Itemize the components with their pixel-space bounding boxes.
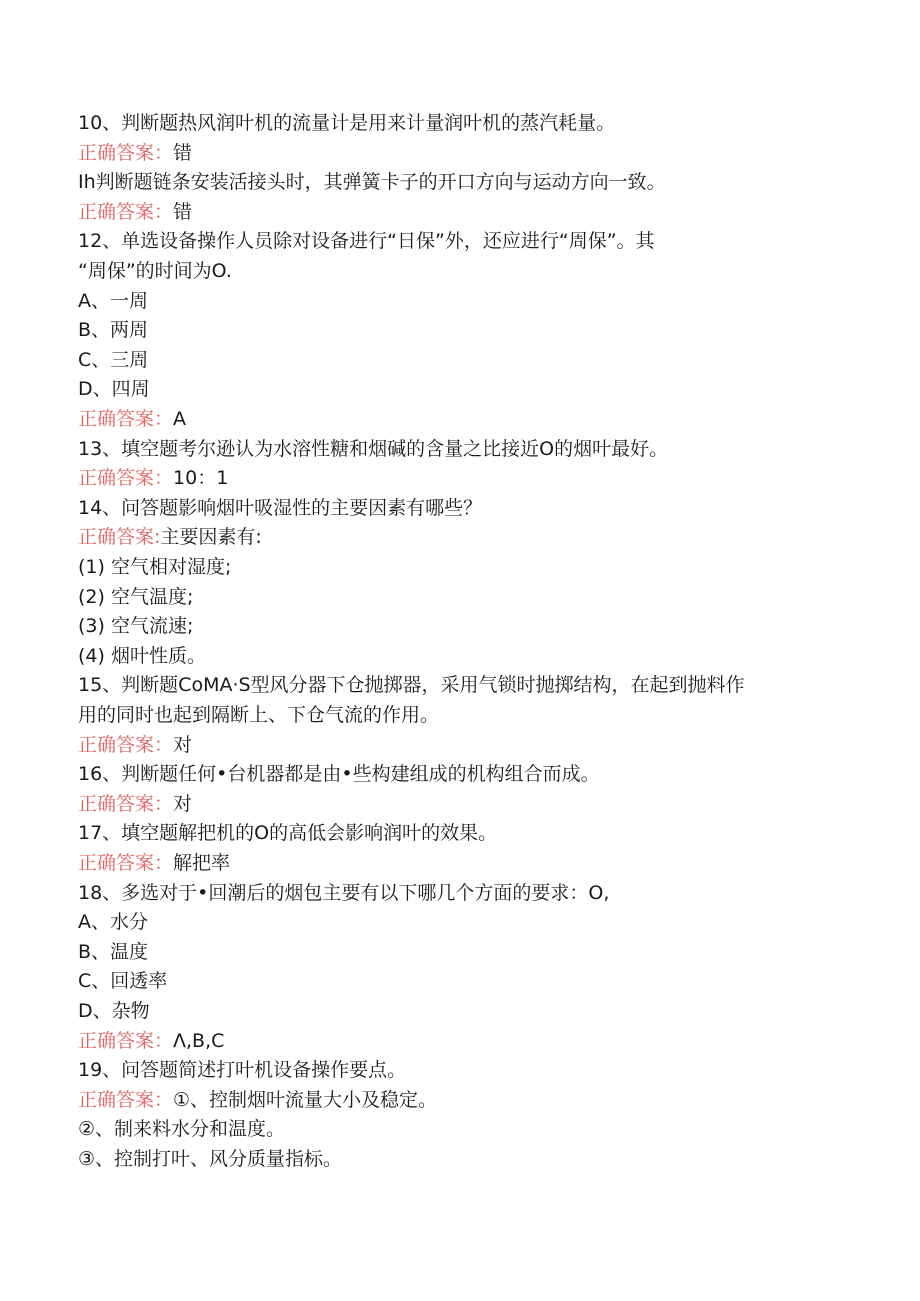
- answer-label: 正确答案：: [78, 1029, 174, 1052]
- text-line: (2) 空气温度;: [78, 585, 194, 608]
- answer-line: [78, 524, 820, 550]
- answer-text: ①、控制烟叶流量大小及稳定。: [173, 1088, 438, 1111]
- answer-label: 正确答案：: [78, 200, 174, 223]
- text-line: (4) 烟叶性质。: [78, 644, 206, 667]
- text-line: ③、控制打叶、风分质量指标。: [78, 1148, 343, 1170]
- answer-label: 正确答案:: [78, 526, 161, 549]
- answer-text: 错: [173, 200, 193, 223]
- text-line: A、水分: [78, 911, 148, 934]
- answer-line: [78, 406, 820, 432]
- text-line: C、回透率: [78, 970, 168, 993]
- answer-text: 10：1: [173, 467, 229, 490]
- answer-text: Λ,B,C: [173, 1029, 225, 1052]
- text-line: B、温度: [78, 940, 149, 963]
- answer-label: 正确答案：: [78, 1088, 174, 1111]
- text-line: 12、单选设备操作人员除对设备进行“日保”外，还应进行“周保”。其: [78, 230, 655, 253]
- answer-label: 正确答案：: [78, 852, 174, 874]
- answer-line: [78, 1028, 820, 1054]
- answer-text: 错: [173, 141, 193, 164]
- text-line: 13、填空题考尔逊认为水溶性糖和烟碱的含量之比接近O的烟叶最好。: [78, 437, 669, 460]
- text-line: 14、问答题影响烟叶吸湿性的主要因素有哪些？: [78, 496, 483, 519]
- answer-label: 正确答案：: [78, 733, 174, 756]
- answer-line: [78, 140, 820, 166]
- text-line: “周保”的时间为O.: [78, 260, 232, 282]
- answer-label: 正确答案：: [78, 467, 174, 490]
- answer-label: 正确答案：: [78, 141, 174, 164]
- answer-line: [78, 1087, 820, 1113]
- answer-text: 对: [173, 792, 193, 815]
- text-line: C、三周: [78, 348, 149, 371]
- text-line: (1) 空气相对湿度;: [78, 556, 232, 578]
- text-line: 18、多选对于•回潮后的烟包主要有以下哪几个方面的要求：O,: [78, 881, 610, 904]
- answer-line: [78, 791, 820, 817]
- answer-text: 主要因素有:: [160, 526, 262, 549]
- text-line: A、一周: [78, 289, 148, 312]
- answer-text: A: [173, 408, 187, 430]
- text-line: D、杂物: [78, 1000, 150, 1022]
- text-line: D、四周: [78, 378, 150, 401]
- text-line: 16、判断题任何•台机器都是由•些构建组成的机构组合而成。: [78, 763, 600, 786]
- answer-label: 正确答案：: [78, 792, 174, 815]
- answer-text: 对: [173, 733, 193, 756]
- answer-line: [78, 465, 820, 491]
- text-line: 17、填空题解把机的O的高低会影响润叶的效果。: [78, 822, 498, 845]
- text-line: Ih判断题链条安装活接头时，其弹簧卡子的开口方向与运动方向一致。: [78, 171, 666, 194]
- text-line: (3) 空气流速;: [78, 615, 194, 638]
- text-line: 用的同时也起到隔断上、下仓气流的作用。: [78, 704, 440, 726]
- text-line: ②、制来料水分和温度。: [78, 1118, 286, 1141]
- answer-text: 解把率: [173, 852, 231, 874]
- answer-label: 正确答案：: [78, 408, 174, 430]
- text-line: B、两周: [78, 319, 149, 342]
- answer-line: [78, 199, 820, 225]
- text-line: 19、问答题简述打叶机设备操作要点。: [78, 1059, 407, 1082]
- answer-line: [78, 732, 820, 758]
- text-line: 15、判断题CoMA·S型风分器下仓抛掷器，采用气锁时抛掷结构，在起到抛料作: [78, 674, 745, 697]
- text-line: 10、判断题热风润叶机的流量计是用来计量润叶机的蒸汽耗量。: [78, 112, 616, 134]
- answer-line: [78, 850, 820, 876]
